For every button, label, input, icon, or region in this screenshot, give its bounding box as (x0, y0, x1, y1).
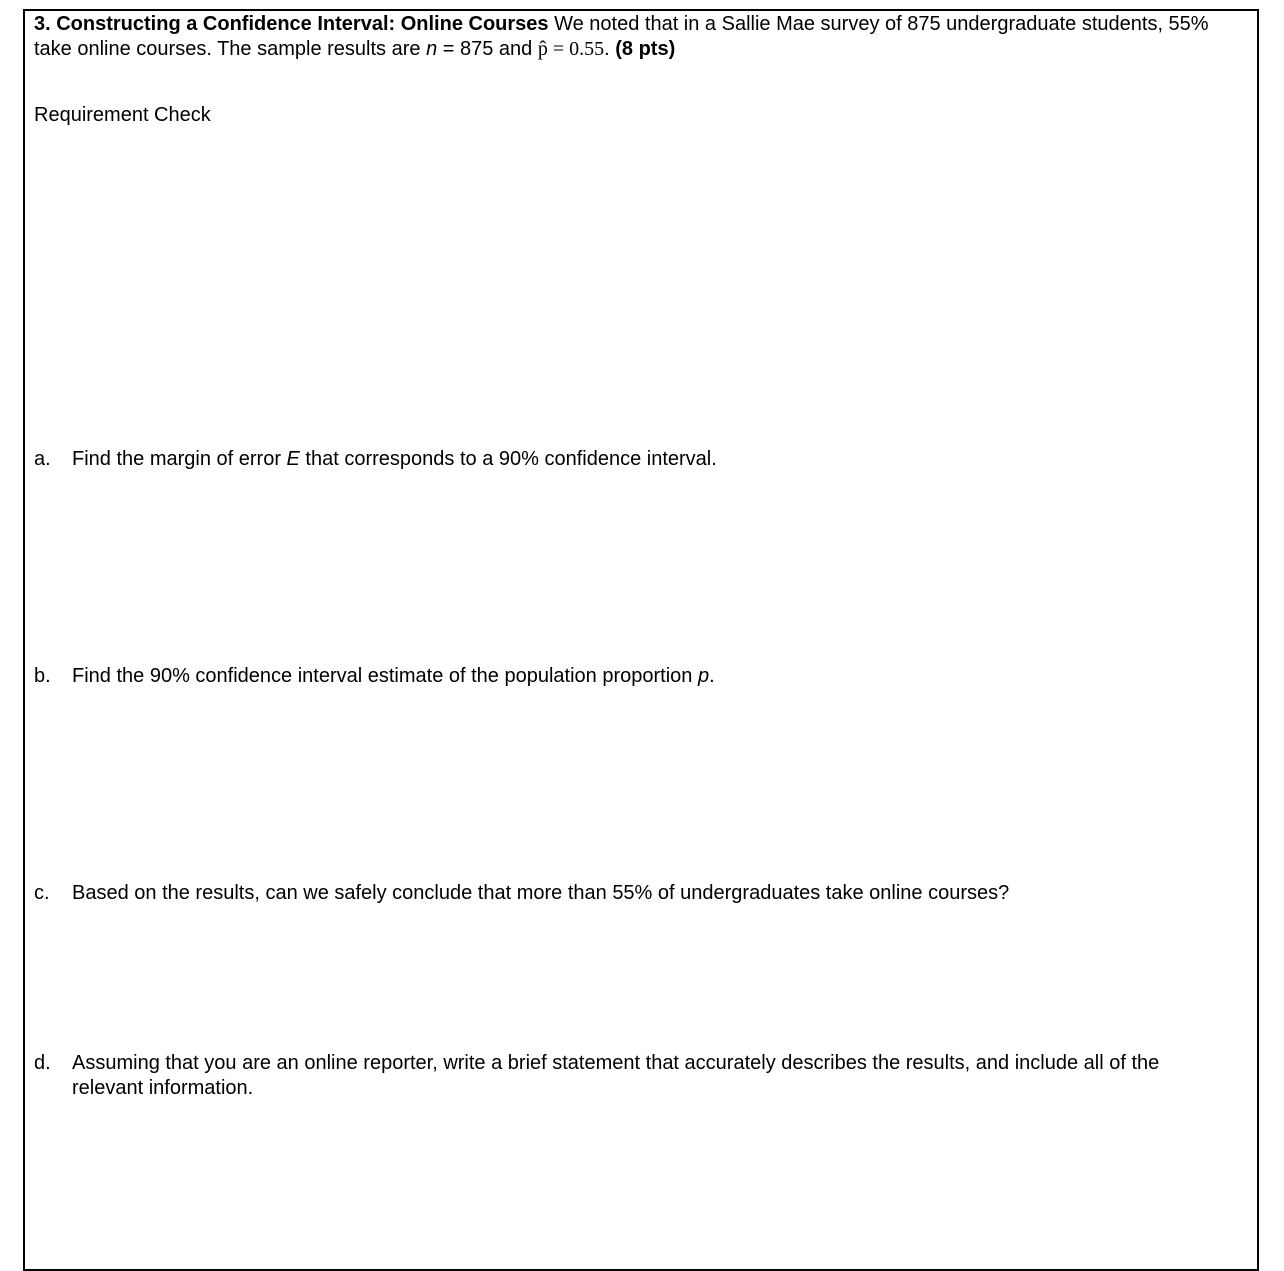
intro-end-punctuation: . (604, 38, 616, 60)
question-b-text-end: . (709, 665, 715, 687)
sample-proportion-expression: p̂ = 0.55 (537, 38, 605, 60)
question-letter: b. (34, 665, 51, 687)
question-text: Assuming that you are an online reporter, write a brief statement that accurately describes the results, and include all of the relevant information. (72, 1052, 1160, 1099)
question-a (34, 447, 1234, 472)
question-letter: d. (34, 1052, 51, 1074)
question-text: Based on the results, can we safely conclude that more than 55% of undergraduates take online courses? (72, 882, 1010, 904)
question-c (34, 881, 1234, 906)
margin-of-error-variable: E (286, 448, 300, 470)
question-text (72, 664, 1234, 689)
points-label: (8 pts) (615, 38, 676, 60)
question-a-text-end: that corresponds to a 90% confidence interval. (299, 448, 717, 470)
question-b (34, 664, 1234, 689)
problem-title: 3. Constructing a Confidence Interval: Online Courses (34, 13, 549, 35)
question-a-text-start: Find the margin of error (72, 448, 287, 470)
question-text (72, 447, 1234, 472)
requirement-check-heading: Requirement Check (34, 104, 211, 126)
question-letter: c. (34, 882, 50, 904)
population-proportion-variable: p (697, 665, 710, 687)
sample-size-value: = 875 and (437, 38, 538, 60)
problem-statement (34, 12, 1244, 62)
problem-intro-text: We noted that in a Sallie Mae survey of 875 undergraduate students, 55% take online courses. The sample results are (34, 13, 1209, 60)
question-d (34, 1051, 1234, 1101)
question-b-text-start: Find the 90% confidence interval estimate of the population proportion (72, 665, 698, 687)
sample-size-variable: n (426, 38, 438, 60)
question-letter: a. (34, 448, 51, 470)
